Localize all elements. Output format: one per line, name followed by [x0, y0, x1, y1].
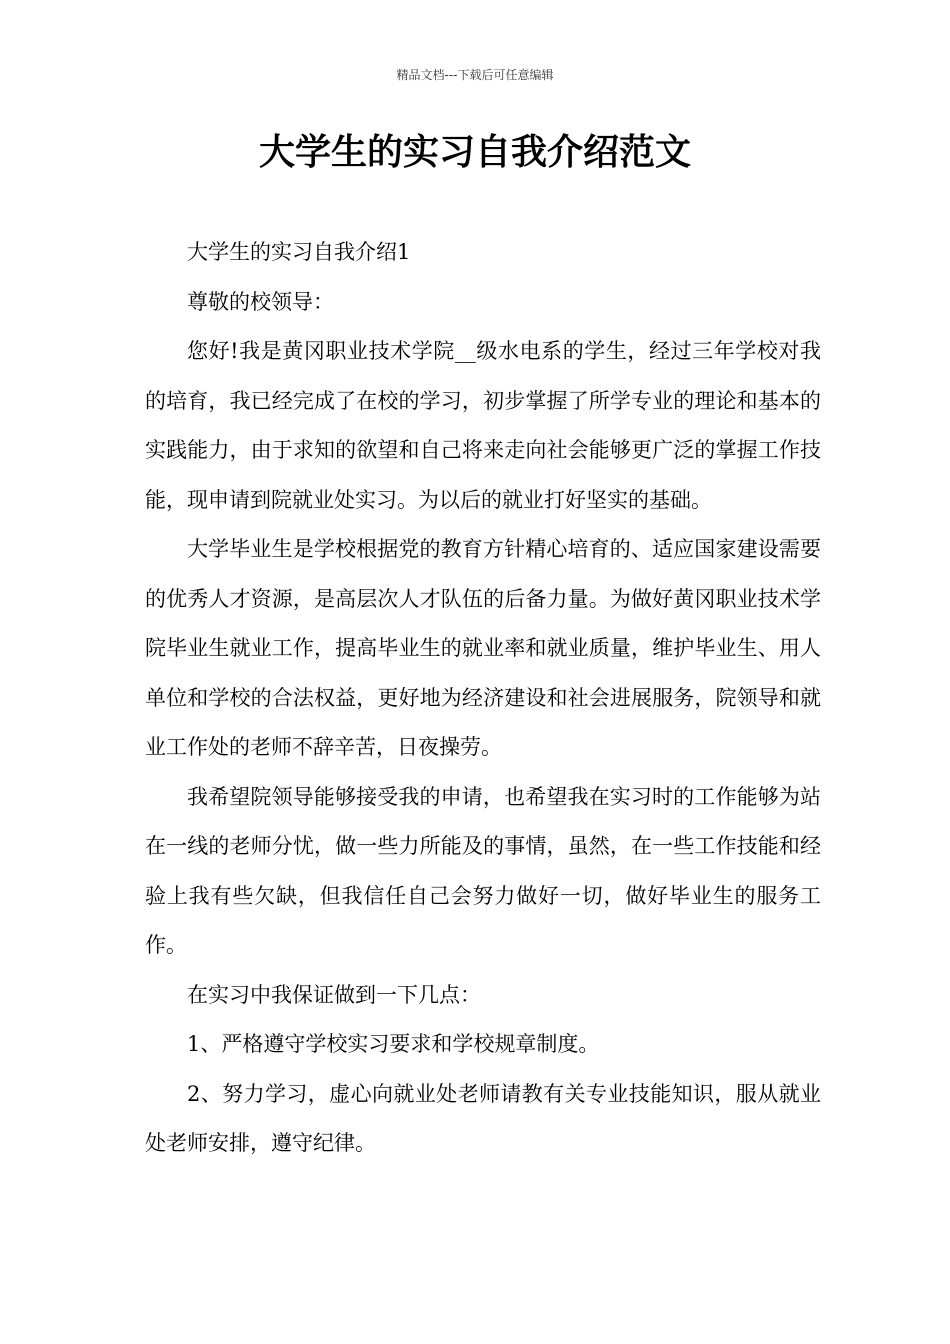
header-note: 精品文档---下载后可任意编辑: [396, 68, 554, 82]
document-body: [145, 228, 821, 1169]
body-paragraph: 您好!我是黄冈职业技术学院__级水电系的学生，经过三年学校对我的培育，我已经完成了在校的学习，初步掌握了所学专业的理论和基本的实践能力，由于求知的欲望和自己将来走向社会能够更广泛的掌握工作技能，现申请到院就业处实习。为以后的就业打好坚实的基础。: [145, 339, 821, 512]
body-paragraph: 在实习中我保证做到一下几点：: [187, 982, 481, 1007]
section-heading: 大学生的实习自我介绍1: [187, 240, 411, 264]
salutation: 尊敬的校领导：: [187, 289, 334, 314]
list-item: 1、严格遵守学校实习要求和学校规章制度。: [187, 1032, 600, 1056]
document-title: 大学生的实习自我介绍范文: [258, 132, 691, 173]
list-item: 2、努力学习，虚心向就业处老师请教有关专业技能知识，服从就业处老师安排，遵守纪律。: [145, 1081, 821, 1155]
body-paragraph: 大学毕业生是学校根据党的教育方针精心培育的、适应国家建设需要的优秀人才资源，是高层次人才队伍的后备力量。为做好黄冈职业技术学院毕业生就业工作，提高毕业生的就业率和就业质量，维护毕业生、用人单位和学校的合法权益，更好地为经济建设和社会进展服务，院领导和就业工作处的老师不辞辛苦，日夜操劳。: [145, 537, 821, 759]
body-paragraph: 我希望院领导能够接受我的申请，也希望我在实习时的工作能够为站在一线的老师分忧，做一些力所能及的事情，虽然，在一些工作技能和经验上我有些欠缺，但我信任自己会努力做好一切，做好毕业生的服务工作。: [145, 784, 821, 957]
